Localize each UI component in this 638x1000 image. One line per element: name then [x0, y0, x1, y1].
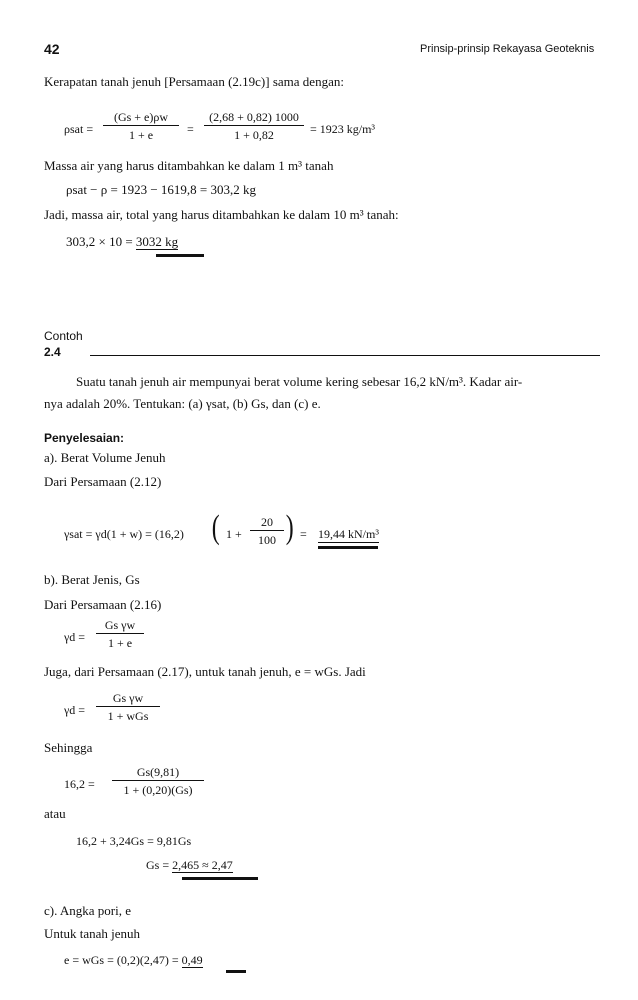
sehingga-text: Sehingga	[44, 740, 93, 755]
part-a-fraction	[250, 516, 284, 546]
fraction-2-denominator: 1 + 0,82	[204, 125, 304, 141]
gamma-d-2-lhs: γd =	[64, 703, 86, 717]
fraction-1-numerator: (Gs + e)ρw	[113, 110, 169, 124]
total-lhs: 303,2 × 10 =	[66, 234, 136, 249]
solution-heading: Penyelesaian:	[44, 431, 125, 445]
sehingga-lhs: 16,2 =	[64, 777, 95, 791]
equals-1: =	[187, 122, 194, 136]
page-number: 42	[44, 41, 60, 57]
sehingga-numerator: Gs(9,81)	[136, 765, 180, 779]
juga-text: Juga, dari Persamaan (2.17), untuk tanah jenuh, e = wGs. Jadi	[44, 664, 366, 679]
gamma-d-1-fraction	[96, 619, 144, 649]
problem-line-2: nya adalah 20%. Tentukan: (a) γsat, (b) Gs, dan (c) e.	[44, 396, 321, 411]
equals-2-result: = 1923 kg/m³	[310, 122, 376, 136]
part-b-heading: b). Berat Jenis, Gs	[44, 572, 140, 587]
part-a-lhs: γsat = γd(1 + w) = (16,2)	[64, 527, 184, 541]
fraction-2	[204, 111, 304, 141]
fraction-1	[103, 111, 179, 141]
example-number: 2.4	[44, 345, 61, 359]
result-double-underline	[156, 254, 204, 257]
atau-equation-2	[146, 858, 233, 873]
massa-text: Massa air yang harus ditambahkan ke dalam 1 m³ tanah	[44, 158, 334, 173]
example-label: Contoh	[44, 329, 83, 343]
jadi-text: Jadi, massa air, total yang harus ditambahkan ke dalam 10 m³ tanah:	[44, 207, 399, 222]
part-a-fraction-denominator: 100	[250, 530, 284, 546]
part-c-result-underline	[226, 970, 246, 973]
gamma-d-1-lhs: γd =	[64, 630, 86, 644]
part-c-lhs: e = wGs = (0,2)(2,47) =	[64, 953, 182, 967]
running-title: Prinsip-prinsip Rekayasa Geoteknis	[420, 43, 595, 55]
total-equation	[66, 234, 178, 250]
part-c-result: 0,49	[181, 953, 203, 967]
atau-equation-1: 16,2 + 3,24Gs = 9,81Gs	[76, 834, 192, 848]
gamma-d-2-numerator: Gs γw	[112, 691, 144, 705]
part-b-reference: Dari Persamaan (2.16)	[44, 597, 162, 612]
sehingga-fraction	[112, 766, 204, 796]
part-c-heading: c). Angka pori, e	[44, 903, 132, 918]
sehingga-denominator: 1 + (0,20)(Gs)	[112, 780, 204, 796]
rho-sat-lhs: ρsat =	[64, 122, 94, 136]
part-a-heading: a). Berat Volume Jenuh	[44, 450, 166, 465]
atau-eq2-lhs: Gs =	[146, 858, 173, 872]
part-a-equals: =	[300, 527, 307, 541]
part-a-fraction-numerator: 20	[261, 515, 273, 529]
left-paren-icon: (	[211, 509, 220, 546]
part-b-result-underline	[182, 877, 258, 880]
fraction-1-denominator: 1 + e	[103, 125, 179, 141]
part-a-result-underline	[318, 546, 378, 549]
right-paren-icon: )	[285, 509, 294, 546]
part-c-reference: Untuk tanah jenuh	[44, 926, 141, 941]
part-a-result: 19,44 kN/m³	[318, 527, 379, 541]
massa-equation: ρsat − ρ = 1923 − 1619,8 = 303,2 kg	[66, 182, 256, 197]
atau-text: atau	[44, 806, 66, 821]
intro-text: Kerapatan tanah jenuh [Persamaan (2.19c)] sama dengan:	[44, 74, 344, 89]
fraction-2-numerator: (2,68 + 0,82) 1000	[209, 110, 299, 124]
gamma-d-2-denominator: 1 + wGs	[96, 706, 160, 722]
example-divider	[90, 355, 600, 356]
part-a-paren-inner: 1 +	[226, 527, 242, 541]
gamma-d-2-fraction	[96, 692, 160, 722]
gamma-d-1-numerator: Gs γw	[104, 618, 136, 632]
total-result: 3032 kg	[135, 234, 179, 249]
gamma-d-1-denominator: 1 + e	[96, 633, 144, 649]
problem-line-1: Suatu tanah jenuh air mempunyai berat volume kering sebesar 16,2 kN/m³. Kadar air-	[76, 374, 523, 389]
atau-eq2-result: 2,465 ≈ 2,47	[172, 858, 233, 872]
part-a-reference: Dari Persamaan (2.12)	[44, 474, 162, 489]
part-c-equation	[64, 953, 203, 968]
